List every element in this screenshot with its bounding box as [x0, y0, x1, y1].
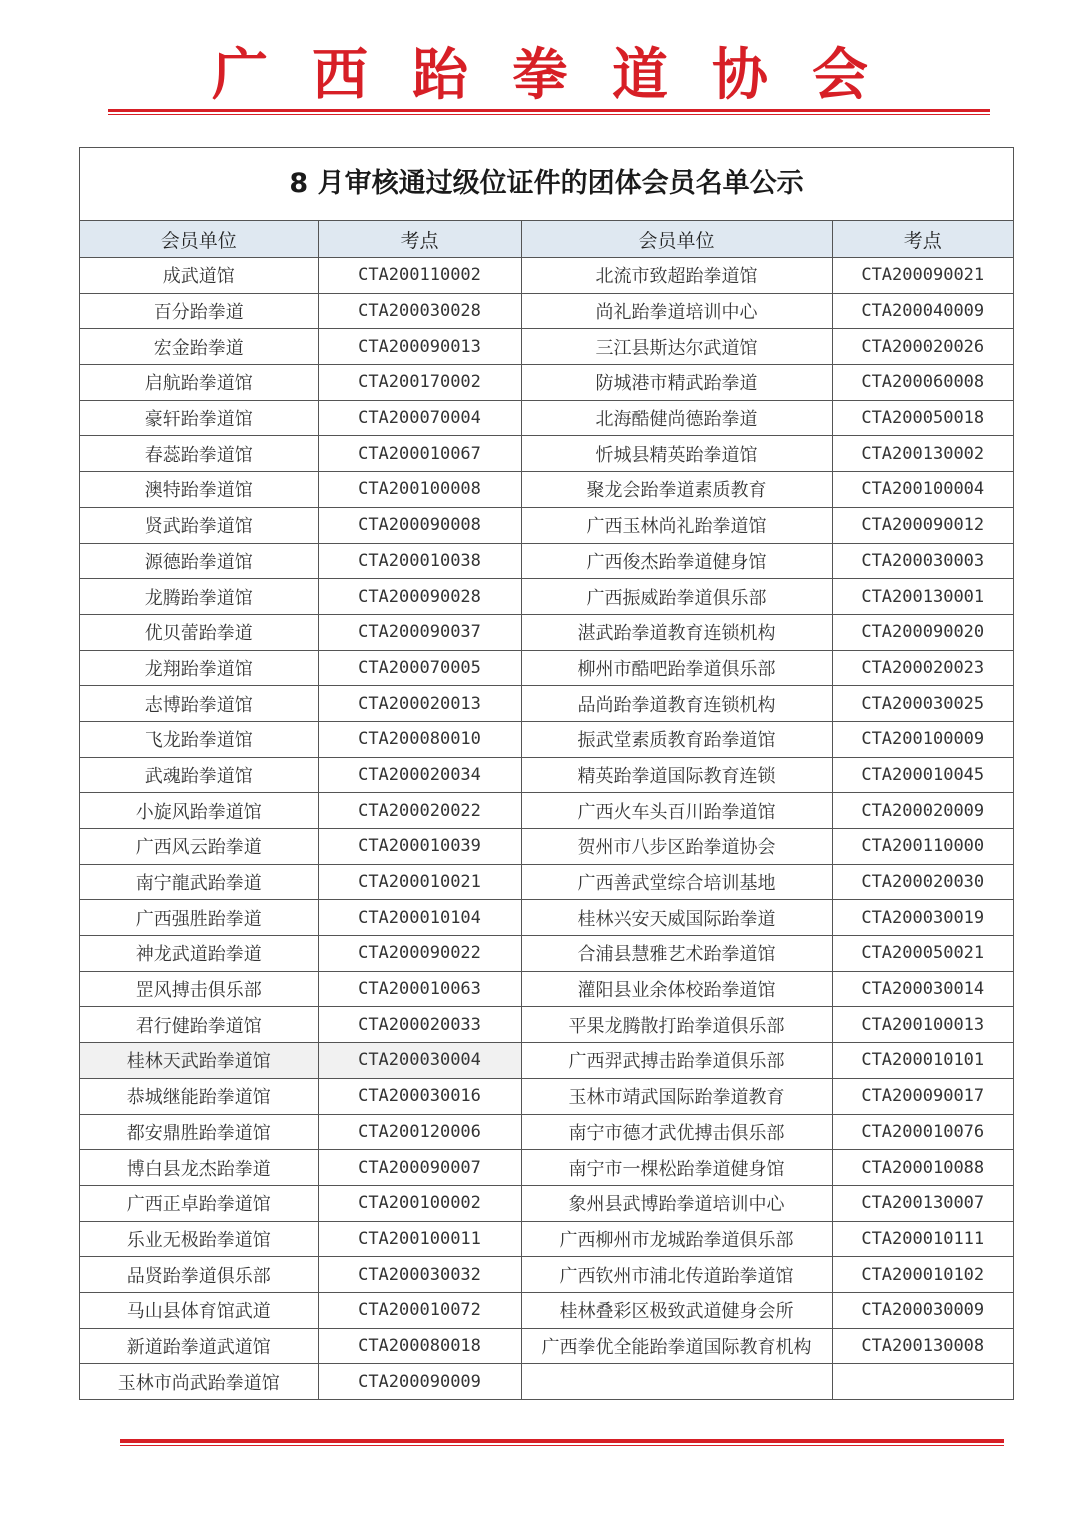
member-unit-cell: 豪轩跆拳道馆: [80, 400, 318, 436]
member-unit-cell: 源德跆拳道馆: [80, 543, 318, 579]
table-title: 8 月审核通过级位证件的团体会员名单公示: [80, 148, 1013, 221]
member-unit-cell: 优贝蕾跆拳道: [80, 614, 318, 650]
exam-site-cell: CTA200110002: [318, 258, 521, 294]
member-table-box: [79, 147, 1014, 1400]
exam-site-cell: CTA200090017: [832, 1078, 1013, 1114]
table-row: [80, 579, 1013, 615]
table-row: [80, 1292, 1013, 1328]
table-row: [80, 864, 1013, 900]
member-unit-cell: 神龙武道跆拳道: [80, 936, 318, 972]
header-rule-thin: [108, 114, 990, 115]
table-row: [80, 686, 1013, 722]
member-unit-cell: 振武堂素质教育跆拳道馆: [521, 721, 832, 757]
member-unit-cell: 广西善武堂综合培训基地: [521, 864, 832, 900]
exam-site-cell: CTA200130002: [832, 436, 1013, 472]
header-exam-site-2: 考点: [832, 221, 1013, 258]
member-unit-cell: 都安鼎胜跆拳道馆: [80, 1114, 318, 1150]
member-unit-cell: 小旋风跆拳道馆: [80, 793, 318, 829]
member-unit-cell: 飞龙跆拳道馆: [80, 721, 318, 757]
member-unit-cell: 志博跆拳道馆: [80, 686, 318, 722]
member-unit-cell: 广西强胜跆拳道: [80, 900, 318, 936]
table-row: [80, 436, 1013, 472]
exam-site-cell: CTA200090012: [832, 507, 1013, 543]
exam-site-cell: CTA200020030: [832, 864, 1013, 900]
exam-site-cell: CTA200030025: [832, 686, 1013, 722]
member-unit-cell: 龙翔跆拳道馆: [80, 650, 318, 686]
exam-site-cell: CTA200010101: [832, 1043, 1013, 1079]
exam-site-cell: CTA200010039: [318, 829, 521, 865]
member-unit-cell: 马山县体育馆武道: [80, 1292, 318, 1328]
table-row: [80, 721, 1013, 757]
member-unit-cell: 成武道馆: [80, 258, 318, 294]
footer-rule-thick: [120, 1439, 1004, 1443]
exam-site-cell: CTA200100008: [318, 472, 521, 508]
member-unit-cell: 澳特跆拳道馆: [80, 472, 318, 508]
member-unit-cell: 合浦县慧雅艺术跆拳道馆: [521, 936, 832, 972]
table-row: [80, 472, 1013, 508]
member-unit-cell: 广西火车头百川跆拳道馆: [521, 793, 832, 829]
exam-site-cell: CTA200070005: [318, 650, 521, 686]
exam-site-cell: CTA200030016: [318, 1078, 521, 1114]
member-unit-cell: 启航跆拳道馆: [80, 365, 318, 401]
member-unit-cell: 聚龙会跆拳道素质教育: [521, 472, 832, 508]
member-unit-cell: 品贤跆拳道俱乐部: [80, 1257, 318, 1293]
member-unit-cell: 南宁市一棵松跆拳道健身馆: [521, 1150, 832, 1186]
table-row: [80, 543, 1013, 579]
member-unit-cell: 君行健跆拳道馆: [80, 1007, 318, 1043]
table-row: [80, 400, 1013, 436]
exam-site-cell: CTA200090037: [318, 614, 521, 650]
member-unit-cell: 桂林天武跆拳道馆: [80, 1043, 318, 1079]
exam-site-cell: CTA200030028: [318, 293, 521, 329]
table-row: [80, 1364, 1013, 1399]
table-row: [80, 1328, 1013, 1364]
exam-site-cell: CTA200020022: [318, 793, 521, 829]
exam-site-cell: CTA200100002: [318, 1185, 521, 1221]
exam-site-cell: CTA200030014: [832, 971, 1013, 1007]
exam-site-cell: CTA200100009: [832, 721, 1013, 757]
exam-site-cell: CTA200130007: [832, 1185, 1013, 1221]
member-unit-cell: 广西正卓跆拳道馆: [80, 1185, 318, 1221]
member-table: [80, 221, 1013, 1399]
member-unit-cell: 湛武跆拳道教育连锁机构: [521, 614, 832, 650]
exam-site-cell: CTA200110000: [832, 829, 1013, 865]
member-unit-cell: 北海酷健尚德跆拳道: [521, 400, 832, 436]
exam-site-cell: CTA200050018: [832, 400, 1013, 436]
exam-site-cell: CTA200020033: [318, 1007, 521, 1043]
table-row: [80, 1185, 1013, 1221]
exam-site-cell: CTA200020013: [318, 686, 521, 722]
exam-site-cell: CTA200090021: [832, 258, 1013, 294]
exam-site-cell: CTA200070004: [318, 400, 521, 436]
exam-site-cell: CTA200010102: [832, 1257, 1013, 1293]
exam-site-cell: CTA200120006: [318, 1114, 521, 1150]
exam-site-cell: CTA200060008: [832, 365, 1013, 401]
member-unit-cell: 桂林兴安天威国际跆拳道: [521, 900, 832, 936]
table-row: [80, 1078, 1013, 1114]
member-unit-cell: [521, 1364, 832, 1399]
member-unit-cell: 平果龙腾散打跆拳道俱乐部: [521, 1007, 832, 1043]
member-unit-cell: 玉林市靖武国际跆拳道教育: [521, 1078, 832, 1114]
table-row: [80, 1043, 1013, 1079]
member-unit-cell: 精英跆拳道国际教育连锁: [521, 757, 832, 793]
exam-site-cell: CTA200010038: [318, 543, 521, 579]
table-row: [80, 1114, 1013, 1150]
member-unit-cell: 北流市致超跆拳道馆: [521, 258, 832, 294]
table-row: [80, 1221, 1013, 1257]
member-unit-cell: 贤武跆拳道馆: [80, 507, 318, 543]
member-unit-cell: 广西俊杰跆拳道健身馆: [521, 543, 832, 579]
member-unit-cell: 恭城继能跆拳道馆: [80, 1078, 318, 1114]
member-unit-cell: 象州县武博跆拳道培训中心: [521, 1185, 832, 1221]
table-row: [80, 936, 1013, 972]
exam-site-cell: CTA200020023: [832, 650, 1013, 686]
exam-site-cell: CTA200020034: [318, 757, 521, 793]
exam-site-cell: CTA200080018: [318, 1328, 521, 1364]
exam-site-cell: CTA200020009: [832, 793, 1013, 829]
member-unit-cell: 南宁市德才武优搏击俱乐部: [521, 1114, 832, 1150]
exam-site-cell: CTA200050021: [832, 936, 1013, 972]
table-row: [80, 293, 1013, 329]
exam-site-cell: CTA200010021: [318, 864, 521, 900]
table-row: [80, 829, 1013, 865]
table-header-row: [80, 221, 1013, 258]
member-unit-cell: 灌阳县业余体校跆拳道馆: [521, 971, 832, 1007]
member-unit-cell: 柳州市酷吧跆拳道俱乐部: [521, 650, 832, 686]
member-unit-cell: 春蕊跆拳道馆: [80, 436, 318, 472]
member-unit-cell: 宏金跆拳道: [80, 329, 318, 365]
member-unit-cell: 乐业无极跆拳道馆: [80, 1221, 318, 1257]
member-unit-cell: 广西玉林尚礼跆拳道馆: [521, 507, 832, 543]
exam-site-cell: CTA200030009: [832, 1292, 1013, 1328]
exam-site-cell: CTA200080010: [318, 721, 521, 757]
exam-site-cell: CTA200090013: [318, 329, 521, 365]
footer-rule-thin: [120, 1445, 1004, 1446]
member-unit-cell: 防城港市精武跆拳道: [521, 365, 832, 401]
table-row: [80, 1150, 1013, 1186]
header-rule-thick: [108, 109, 990, 112]
member-unit-cell: 贺州市八步区跆拳道协会: [521, 829, 832, 865]
exam-site-cell: CTA200100011: [318, 1221, 521, 1257]
member-unit-cell: 罡风搏击俱乐部: [80, 971, 318, 1007]
table-row: [80, 793, 1013, 829]
exam-site-cell: CTA200030032: [318, 1257, 521, 1293]
org-title: 广西跆拳道协会: [212, 42, 912, 108]
table-row: [80, 757, 1013, 793]
exam-site-cell: CTA200030019: [832, 900, 1013, 936]
member-unit-cell: 三江县斯达尔武道馆: [521, 329, 832, 365]
table-row: [80, 900, 1013, 936]
exam-site-cell: CTA200030003: [832, 543, 1013, 579]
exam-site-cell: CTA200010111: [832, 1221, 1013, 1257]
exam-site-cell: CTA200030004: [318, 1043, 521, 1079]
table-row: [80, 507, 1013, 543]
member-unit-cell: 广西钦州市浦北传道跆拳道馆: [521, 1257, 832, 1293]
table-row: [80, 650, 1013, 686]
member-unit-cell: 品尚跆拳道教育连锁机构: [521, 686, 832, 722]
exam-site-cell: CTA200020026: [832, 329, 1013, 365]
exam-site-cell: CTA200090009: [318, 1364, 521, 1399]
table-row: [80, 971, 1013, 1007]
member-unit-cell: 新道跆拳道武道馆: [80, 1328, 318, 1364]
member-unit-cell: 忻城县精英跆拳道馆: [521, 436, 832, 472]
member-unit-cell: 龙腾跆拳道馆: [80, 579, 318, 615]
exam-site-cell: CTA200130008: [832, 1328, 1013, 1364]
table-row: [80, 1257, 1013, 1293]
member-unit-cell: 广西柳州市龙城跆拳道俱乐部: [521, 1221, 832, 1257]
exam-site-cell: CTA200090007: [318, 1150, 521, 1186]
exam-site-cell: CTA200010088: [832, 1150, 1013, 1186]
exam-site-cell: CTA200090008: [318, 507, 521, 543]
member-unit-cell: 广西拳优全能跆拳道国际教育机构: [521, 1328, 832, 1364]
exam-site-cell: CTA200010067: [318, 436, 521, 472]
exam-site-cell: CTA200090022: [318, 936, 521, 972]
member-unit-cell: 百分跆拳道: [80, 293, 318, 329]
member-unit-cell: 桂林叠彩区极致武道健身会所: [521, 1292, 832, 1328]
member-unit-cell: 武魂跆拳道馆: [80, 757, 318, 793]
header-member-unit-2: 会员单位: [521, 221, 832, 258]
header-exam-site-1: 考点: [318, 221, 521, 258]
table-row: [80, 614, 1013, 650]
header-member-unit-1: 会员单位: [80, 221, 318, 258]
table-row: [80, 1007, 1013, 1043]
exam-site-cell: CTA200010104: [318, 900, 521, 936]
member-unit-cell: 尚礼跆拳道培训中心: [521, 293, 832, 329]
exam-site-cell: CTA200010045: [832, 757, 1013, 793]
exam-site-cell: CTA200090020: [832, 614, 1013, 650]
exam-site-cell: CTA200100004: [832, 472, 1013, 508]
exam-site-cell: CTA200100013: [832, 1007, 1013, 1043]
exam-site-cell: CTA200090028: [318, 579, 521, 615]
table-body: [80, 258, 1013, 1400]
table-row: [80, 329, 1013, 365]
exam-site-cell: CTA200010076: [832, 1114, 1013, 1150]
member-unit-cell: 广西羿武搏击跆拳道俱乐部: [521, 1043, 832, 1079]
exam-site-cell: CTA200010063: [318, 971, 521, 1007]
member-unit-cell: 南宁龍武跆拳道: [80, 864, 318, 900]
exam-site-cell: CTA200130001: [832, 579, 1013, 615]
member-unit-cell: 广西风云跆拳道: [80, 829, 318, 865]
member-unit-cell: 广西振威跆拳道俱乐部: [521, 579, 832, 615]
member-unit-cell: 玉林市尚武跆拳道馆: [80, 1364, 318, 1399]
exam-site-cell: [832, 1364, 1013, 1399]
member-unit-cell: 博白县龙杰跆拳道: [80, 1150, 318, 1186]
exam-site-cell: CTA200010072: [318, 1292, 521, 1328]
exam-site-cell: CTA200170002: [318, 365, 521, 401]
table-row: [80, 258, 1013, 294]
exam-site-cell: CTA200040009: [832, 293, 1013, 329]
table-row: [80, 365, 1013, 401]
